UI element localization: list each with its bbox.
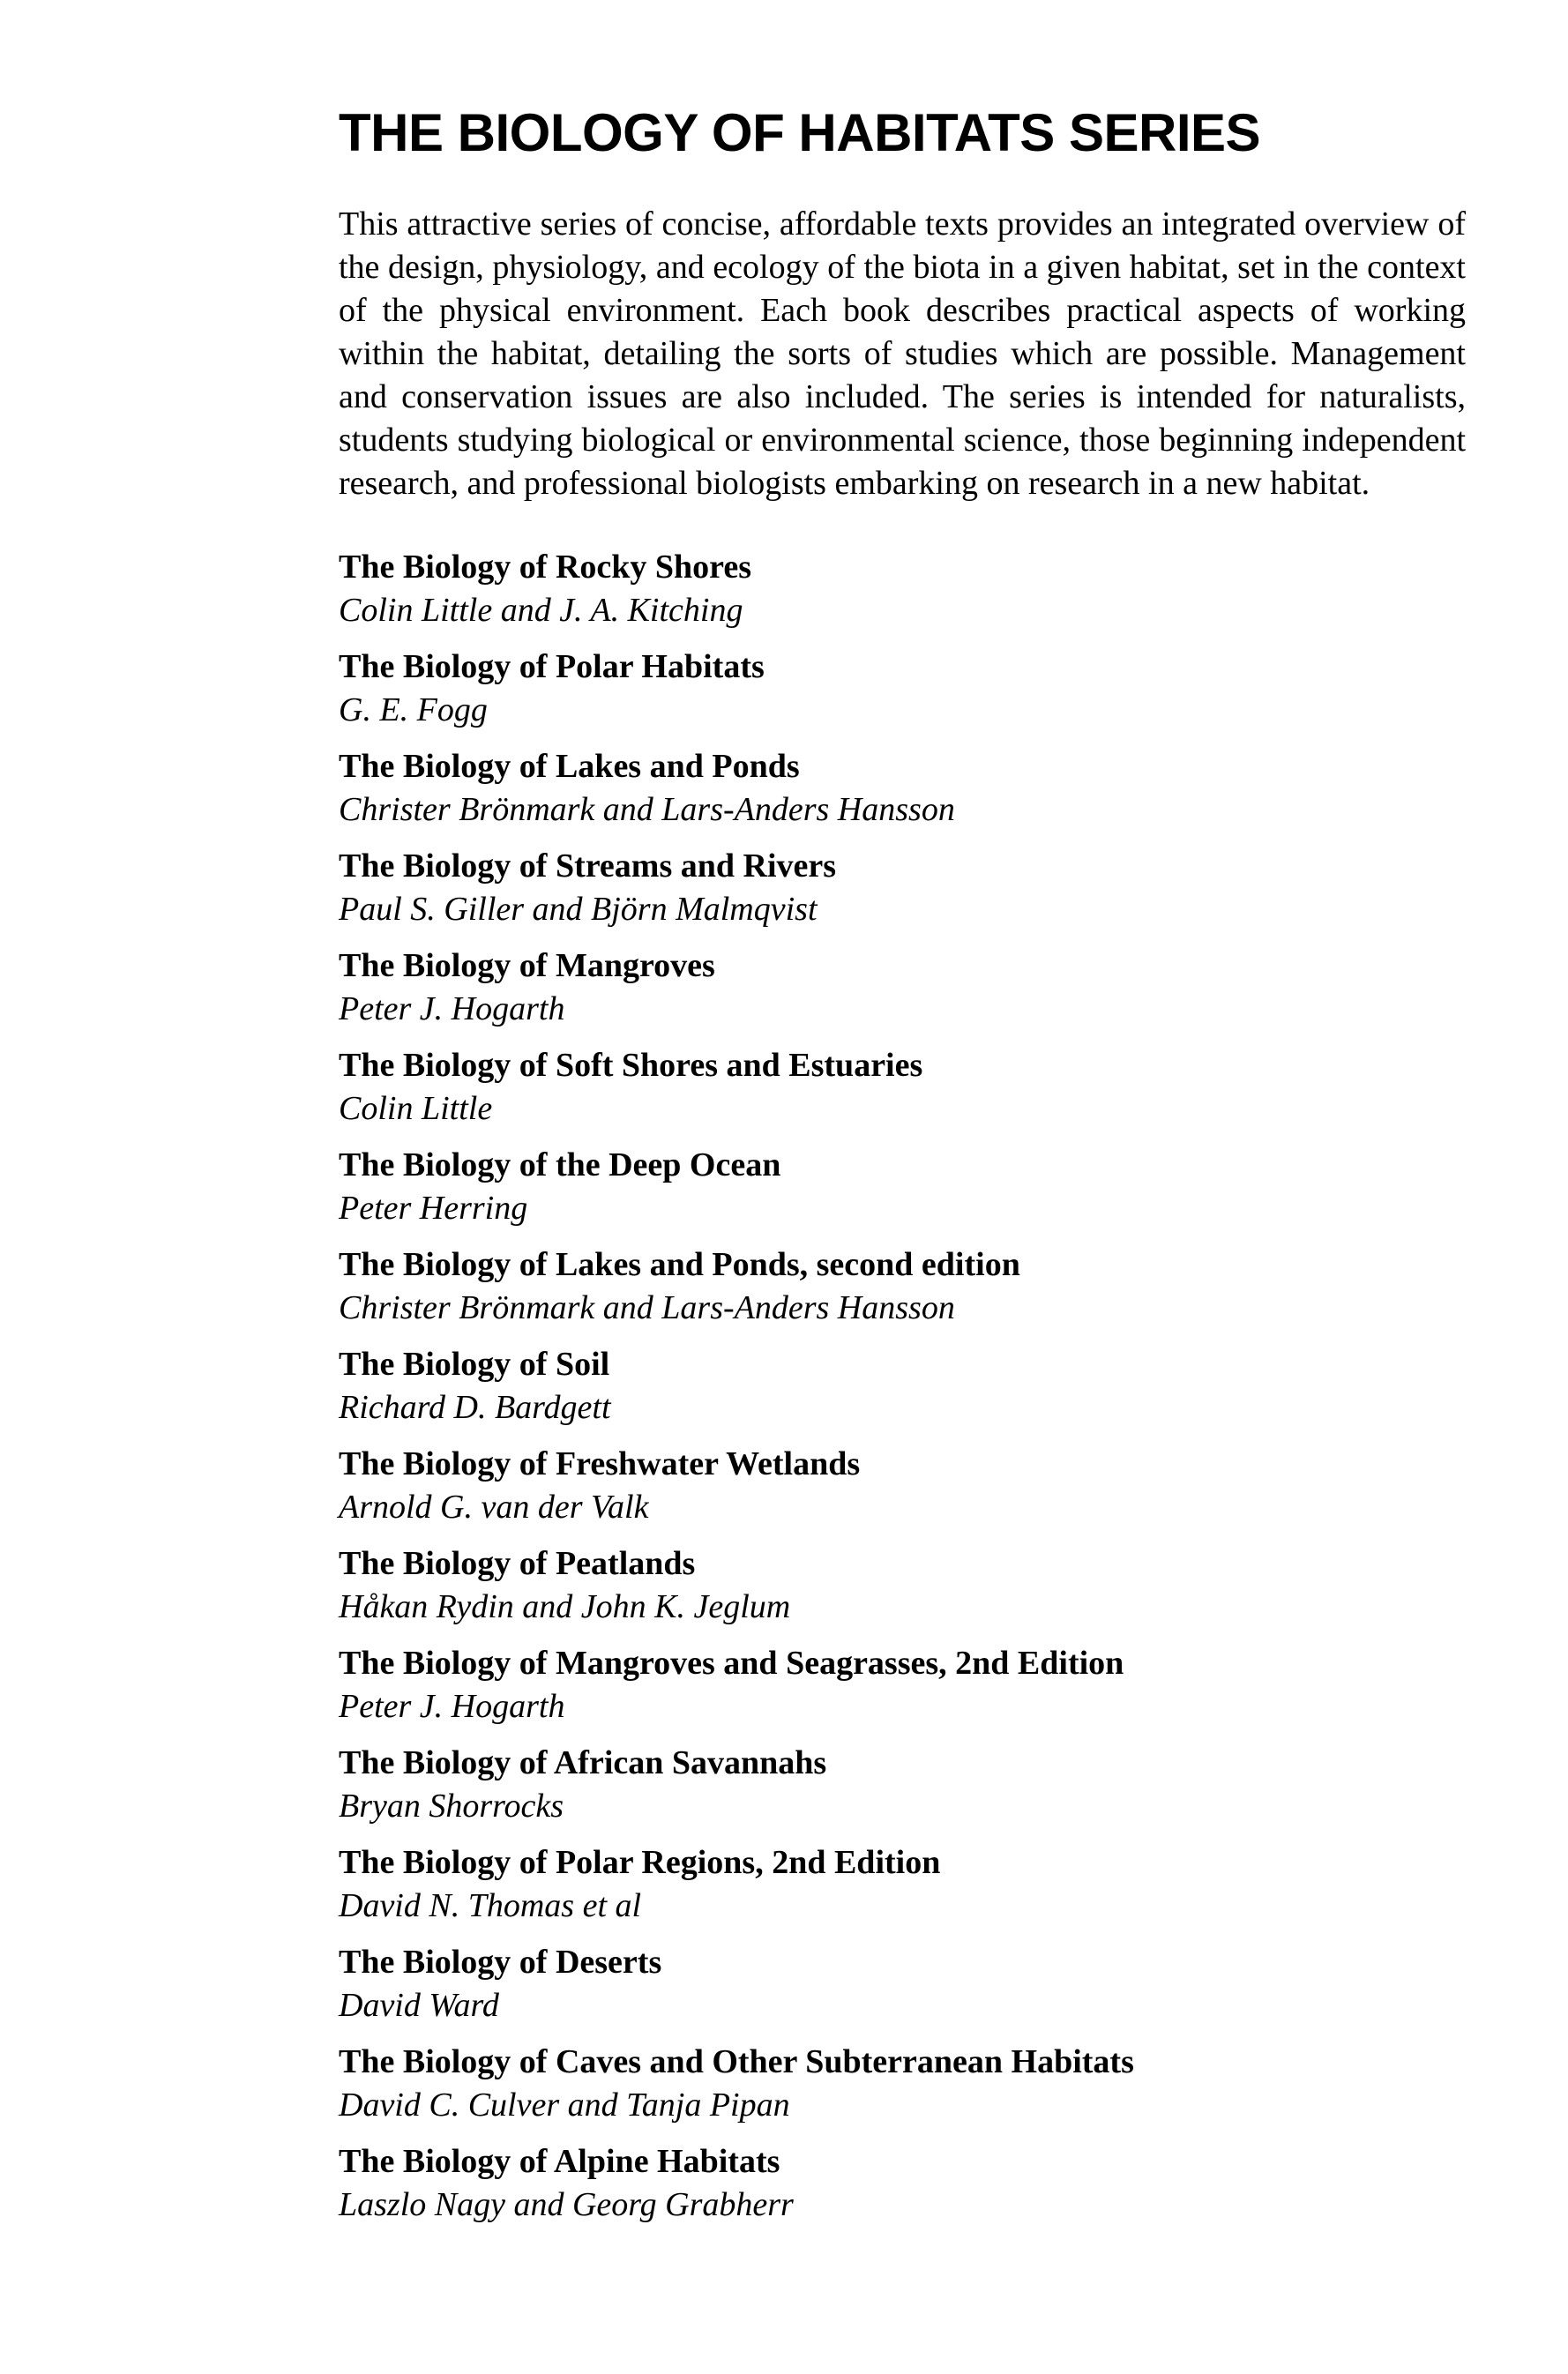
book-title: The Biology of Peatlands: [339, 1545, 696, 1582]
book-author: David Ward: [339, 1987, 499, 2024]
book-entry: [339, 1642, 1466, 1728]
book-entry: [339, 1144, 1466, 1230]
book-author: Arnold G. van der Valk: [339, 1489, 649, 1526]
page-content: [339, 104, 1466, 2240]
book-title: The Biology of Deserts: [339, 1944, 662, 1981]
book-entry: [339, 1343, 1466, 1430]
book-author: Richard D. Bardgett: [339, 1389, 611, 1426]
book-entry: [339, 1841, 1466, 1928]
book-title: The Biology of Mangroves and Seagrasses, 2nd Edition: [339, 1645, 1124, 1682]
book-author: Bryan Shorrocks: [339, 1788, 564, 1825]
book-author: Håkan Rydin and John K. Jeglum: [339, 1588, 791, 1625]
book-author: Peter Herring: [339, 1190, 528, 1227]
book-author: Colin Little: [339, 1090, 493, 1127]
book-title: The Biology of African Savannahs: [339, 1744, 827, 1781]
book-entry: [339, 745, 1466, 832]
book-title: The Biology of Alpine Habitats: [339, 2143, 780, 2180]
book-author: Paul S. Giller and Björn Malmqvist: [339, 891, 818, 928]
book-title: The Biology of Soft Shores and Estuaries: [339, 1047, 923, 1084]
book-title: The Biology of Soil: [339, 1346, 610, 1383]
book-entry: [339, 944, 1466, 1031]
book-entry: [339, 1044, 1466, 1131]
book-title: The Biology of Freshwater Wetlands: [339, 1445, 861, 1482]
series-title: THE BIOLOGY OF HABITATS SERIES: [339, 103, 1261, 162]
book-author: Peter J. Hogarth: [339, 990, 565, 1027]
book-title: The Biology of Streams and Rivers: [339, 847, 837, 885]
book-entry: [339, 546, 1466, 632]
book-author: David C. Culver and Tanja Pipan: [339, 2087, 790, 2124]
book-author: Colin Little and J. A. Kitching: [339, 592, 743, 629]
book-entry: [339, 1542, 1466, 1629]
book-entry: [339, 646, 1466, 732]
book-title: The Biology of Lakes and Ponds: [339, 748, 800, 785]
book-title: The Biology of Mangroves: [339, 947, 715, 984]
book-author: G. E. Fogg: [339, 691, 488, 728]
book-author: Peter J. Hogarth: [339, 1688, 565, 1725]
book-author: David N. Thomas et al: [339, 1887, 642, 1924]
book-title: The Biology of Rocky Shores: [339, 549, 752, 586]
book-author: Laszlo Nagy and Georg Grabherr: [339, 2186, 794, 2223]
book-author: Christer Brönmark and Lars-Anders Hansson: [339, 1289, 955, 1326]
book-entry: [339, 1742, 1466, 1828]
book-entry: [339, 1941, 1466, 2027]
book-title: The Biology of the Deep Ocean: [339, 1146, 781, 1183]
book-list: [339, 546, 1466, 2227]
book-title: The Biology of Lakes and Ponds, second edition: [339, 1246, 1020, 1283]
book-title: The Biology of Caves and Other Subterranean Habitats: [339, 2043, 1134, 2080]
series-description: This attractive series of concise, affordable texts provides an integrated overview of the design, physiology, and ecology of the biota in a given habitat, set in the context of the physical environment. Each book describes practical aspects of working within the habitat, detailing the sorts of studies which are possible. Management and conservation issues are also included. The series is intended for naturalists, students studying biological or environmental science, those beginning independent research, and professional biologists embarking on research in a new habitat.: [339, 205, 1466, 502]
book-title: The Biology of Polar Regions, 2nd Edition: [339, 1844, 941, 1881]
book-title: The Biology of Polar Habitats: [339, 648, 765, 685]
book-entry: [339, 2041, 1466, 2127]
book-entry: [339, 1443, 1466, 1529]
book-author: Christer Brönmark and Lars-Anders Hansson: [339, 791, 955, 828]
book-entry: [339, 2140, 1466, 2227]
book-entry: [339, 1243, 1466, 1330]
book-entry: [339, 845, 1466, 931]
